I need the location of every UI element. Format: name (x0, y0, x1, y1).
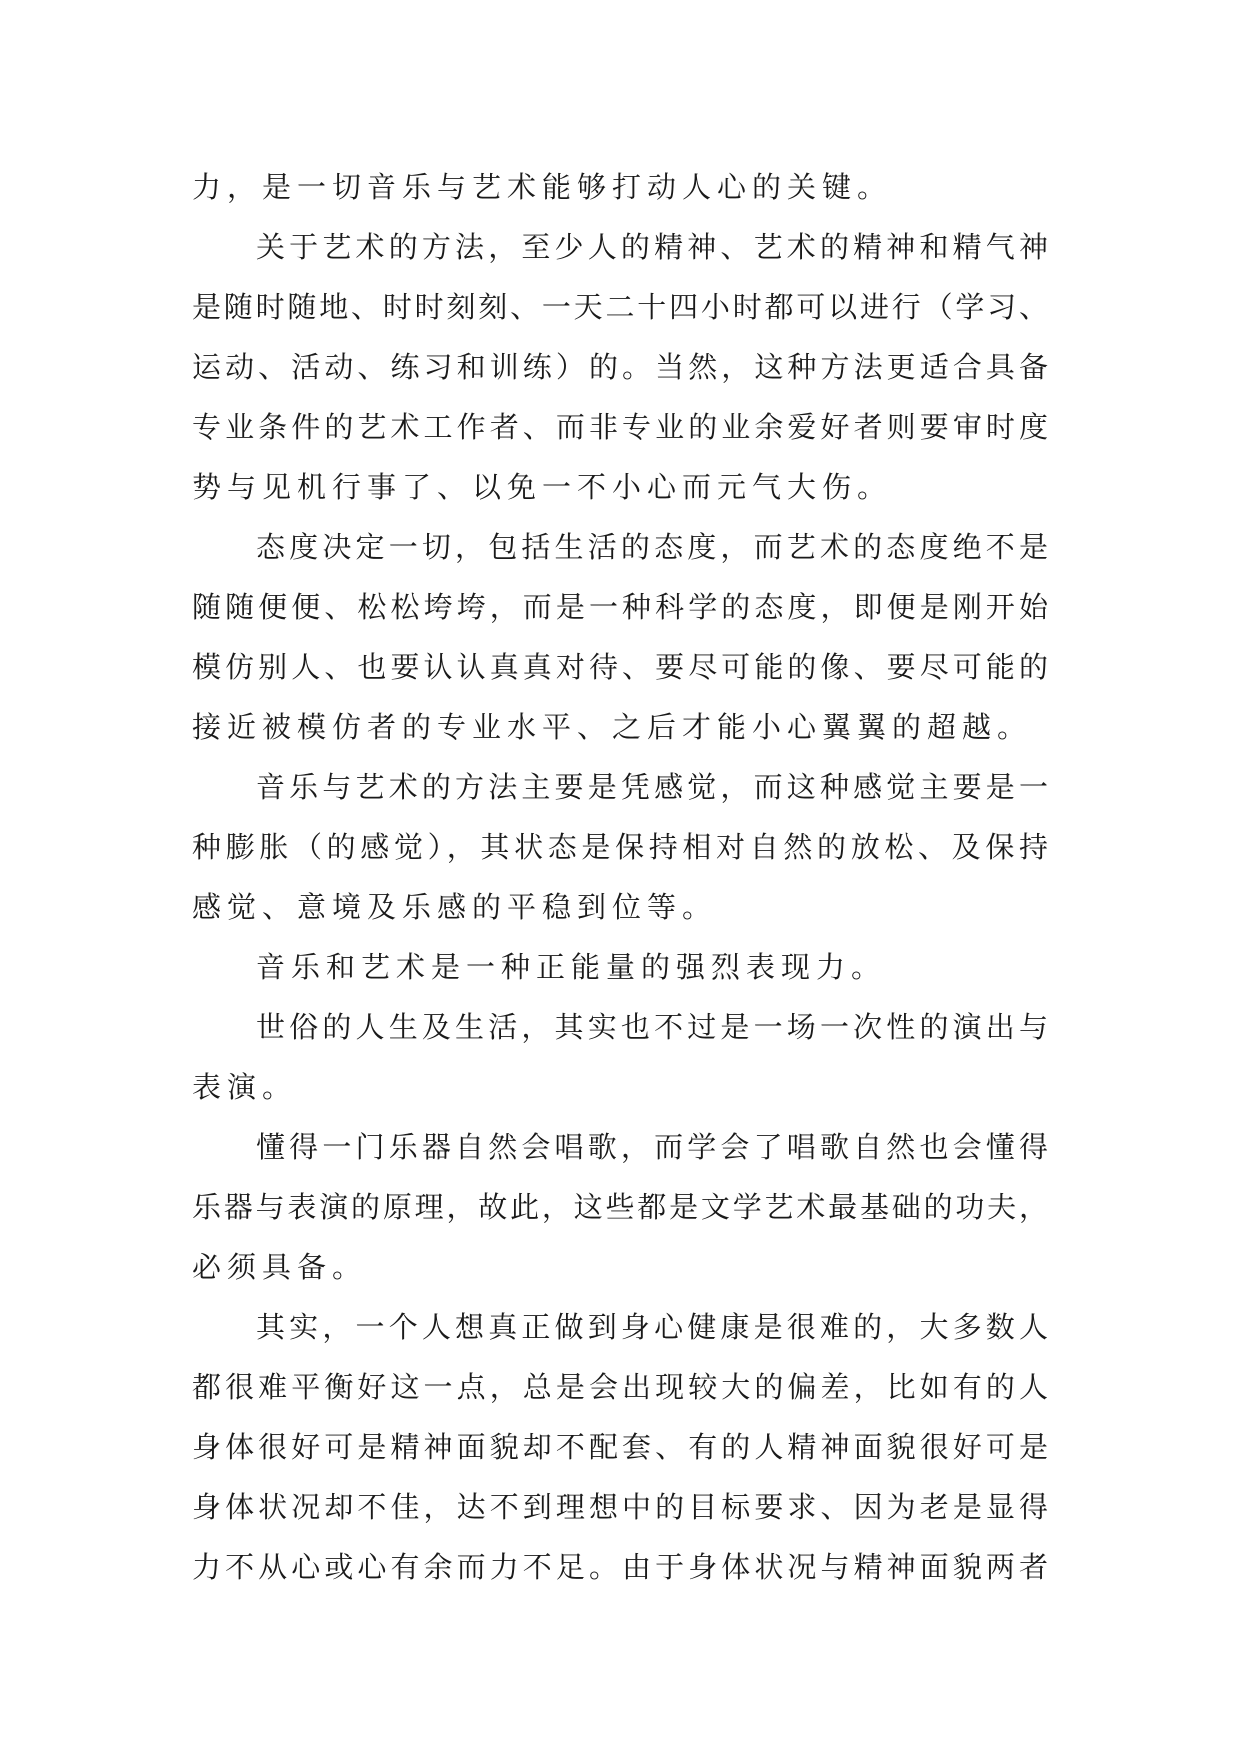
paragraph (192, 997, 1048, 1117)
text-line: 接近被模仿者的专业水平、之后才能小心翼翼的超越。 (192, 710, 1033, 744)
paragraph (192, 757, 1048, 937)
text-line: 其实，一个人想真正做到身心健康是很难的，大多数人 (256, 1310, 1048, 1344)
text-line: 力不从心或心有余而力不足。由于身体状况与精神面貌两者 (192, 1550, 1048, 1584)
text-line: 表演。 (192, 1070, 298, 1104)
text-line: 都很难平衡好这一点，总是会出现较大的偏差，比如有的人 (192, 1370, 1048, 1404)
text-line: 随随便便、松松垮垮，而是一种科学的态度，即便是刚开始 (192, 590, 1048, 624)
text-line: 身体很好可是精神面貌却不配套、有的人精神面貌很好可是 (192, 1430, 1048, 1464)
text-line: 音乐和艺术是一种正能量的强烈表现力。 (256, 950, 887, 984)
text-line: 感觉、意境及乐感的平稳到位等。 (192, 890, 718, 924)
text-line: 势与见机行事了、以免一不小心而元气大伤。 (192, 470, 893, 504)
text-line: 模仿别人、也要认认真真对待、要尽可能的像、要尽可能的 (192, 650, 1048, 684)
document-page (192, 157, 1048, 1597)
paragraph (192, 1117, 1048, 1297)
text-line: 专业条件的艺术工作者、而非专业的业余爱好者则要审时度 (192, 410, 1048, 444)
text-line: 音乐与艺术的方法主要是凭感觉，而这种感觉主要是一 (256, 770, 1048, 804)
text-line: 乐器与表演的原理，故此，这些都是文学艺术最基础的功夫， (192, 1190, 1048, 1224)
paragraph (192, 217, 1048, 517)
text-line: 种膨胀（的感觉），其状态是保持相对自然的放松、及保持 (192, 830, 1048, 864)
paragraph (192, 517, 1048, 757)
text-line: 懂得一门乐器自然会唱歌，而学会了唱歌自然也会懂得 (256, 1130, 1048, 1164)
paragraph (192, 1297, 1048, 1597)
text-line: 关于艺术的方法，至少人的精神、艺术的精神和精气神 (256, 230, 1048, 264)
text-line: 是随时随地、时时刻刻、一天二十四小时都可以进行（学习、 (192, 290, 1048, 324)
text-line: 力，是一切音乐与艺术能够打动人心的关键。 (192, 170, 893, 204)
text-line: 运动、活动、练习和训练）的。当然，这种方法更适合具备 (192, 350, 1048, 384)
text-line: 世俗的人生及生活，其实也不过是一场一次性的演出与 (256, 1010, 1048, 1044)
paragraph (192, 937, 1048, 997)
text-line: 必须具备。 (192, 1250, 368, 1284)
text-line: 身体状况却不佳，达不到理想中的目标要求、因为老是显得 (192, 1490, 1048, 1524)
paragraph (192, 157, 1048, 217)
text-line: 态度决定一切，包括生活的态度，而艺术的态度绝不是 (256, 530, 1048, 564)
